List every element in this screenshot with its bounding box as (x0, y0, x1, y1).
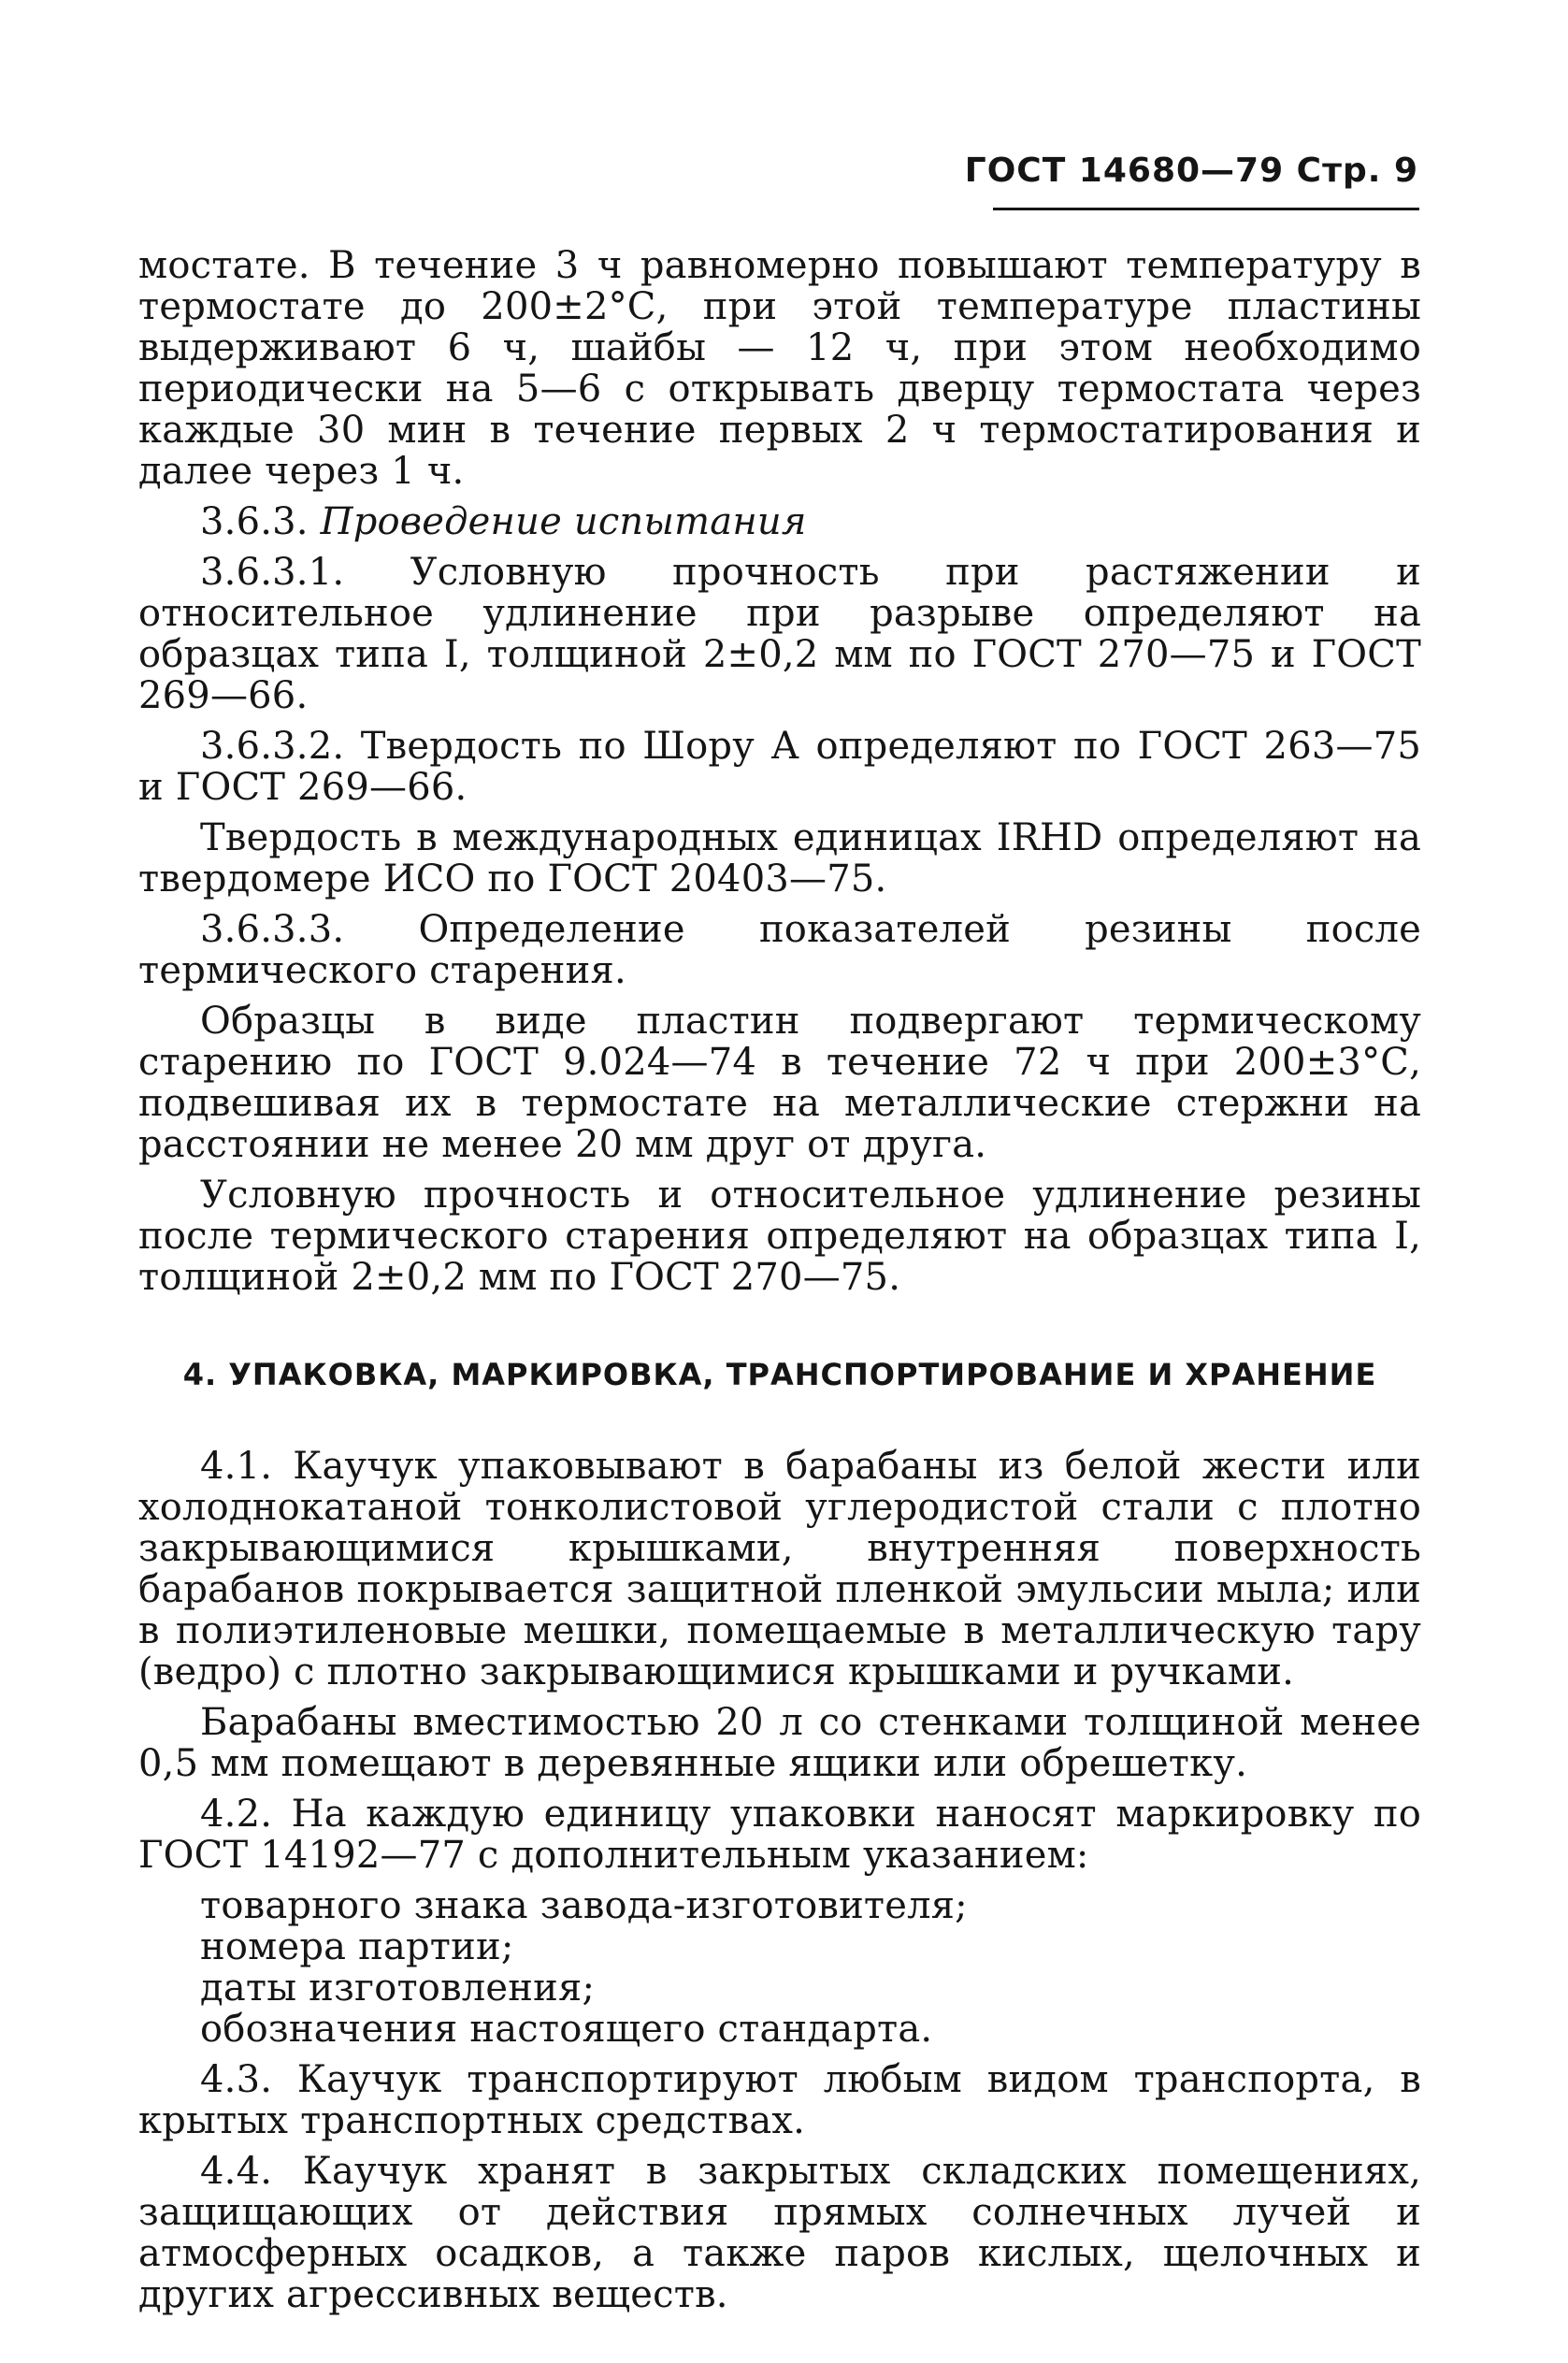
paragraph-4-4: 4.4. Каучук хранят в закрытых складских помещениях, защищающих от действия прямых солнечных лучей и атмосферных осадков, а также паров кислых, щелочных и других агрессивных веществ. (138, 2150, 1421, 2316)
paragraph-thermostat-continuation: мостате. В течение 3 ч равномерно повышают температуру в термостате до 200±2°С, при этой температуре пластины выдерживают 6 ч, шайбы — 12 ч, при этом необходимо периодически на 5—6 с открывать дверцу термостата через каждые 30 мин в течение первых 2 ч термостатирования и далее через 1 ч. (138, 244, 1421, 493)
marking-list (138, 1885, 1421, 2050)
paragraph-irhd-hardness: Твердость в международных единицах IRHD определяют на твердомере ИСО по ГОСТ 20403—75. (138, 816, 1421, 901)
list-item: номера партии; (200, 1925, 514, 1968)
list-item: товарного знака завода-изготовителя; (200, 1884, 968, 1927)
paragraph-3-6-3 (138, 501, 1421, 542)
list-item: даты изготовления; (200, 1967, 596, 2010)
paragraph-4-2: 4.2. На каждую единицу упаковки наносят маркировку по ГОСТ 14192—77 с дополнительным указанием: (138, 1793, 1421, 1877)
paragraph-drums: Барабаны вместимостью 20 л со стенками толщиной менее 0,5 мм помещают в деревянные ящики или обрешетку. (138, 1701, 1421, 1785)
clause-number-3-6-3: 3.6.3. (200, 500, 321, 543)
header-rule (993, 208, 1419, 210)
paragraph-3-6-3-1: 3.6.3.1. Условную прочность при растяжении и относительное удлинение при разрыве определяют на образцах типа I, толщиной 2±0,2 мм по ГОСТ 270—75 и ГОСТ 269—66. (138, 551, 1421, 717)
page-header: ГОСТ 14680—79 Стр. 9 (964, 151, 1418, 190)
section-4-heading: 4. УПАКОВКА, МАРКИРОВКА, ТРАНСПОРТИРОВАНИЕ И ХРАНЕНИЕ (182, 1357, 1377, 1392)
paragraph-aging-samples: Образцы в виде пластин подвергают термическому старению по ГОСТ 9.024—74 в течение 72 ч при 200±3°С, подвешивая их в термостате на металлические стержни на расстоянии не менее 20 мм друг от друга. (138, 1000, 1421, 1166)
paragraph-4-1: 4.1. Каучук упаковывают в барабаны из белой жести или холоднокатаной тонколистовой углеродистой стали с плотно закрывающимися крышками, внутренняя поверхность барабанов покрывается защитной пленкой эмульсии мыла; или в полиэтиленовые мешки, помещаемые в металлическую тару (ведро) с плотно закрывающимися крышками и ручками. (138, 1445, 1421, 1693)
paragraph-3-6-3-2: 3.6.3.2. Твердость по Шору А определяют по ГОСТ 263—75 и ГОСТ 269—66. (138, 725, 1421, 809)
paragraph-4-3: 4.3. Каучук транспортируют любым видом транспорта, в крытых транспортных средствах. (138, 2058, 1421, 2142)
paragraph-3-6-3-3: 3.6.3.3. Определение показателей резины после термического старения. (138, 908, 1421, 992)
paragraph-aging-strength: Условную прочность и относительное удлинение резины после термического старения определяют на образцах типа I, толщиной 2±0,2 мм по ГОСТ 270—75. (138, 1174, 1421, 1299)
clause-title-testing: Проведение испытания (320, 500, 807, 543)
document-body (138, 245, 1421, 2325)
list-item: обозначения настоящего стандарта. (200, 2008, 933, 2051)
